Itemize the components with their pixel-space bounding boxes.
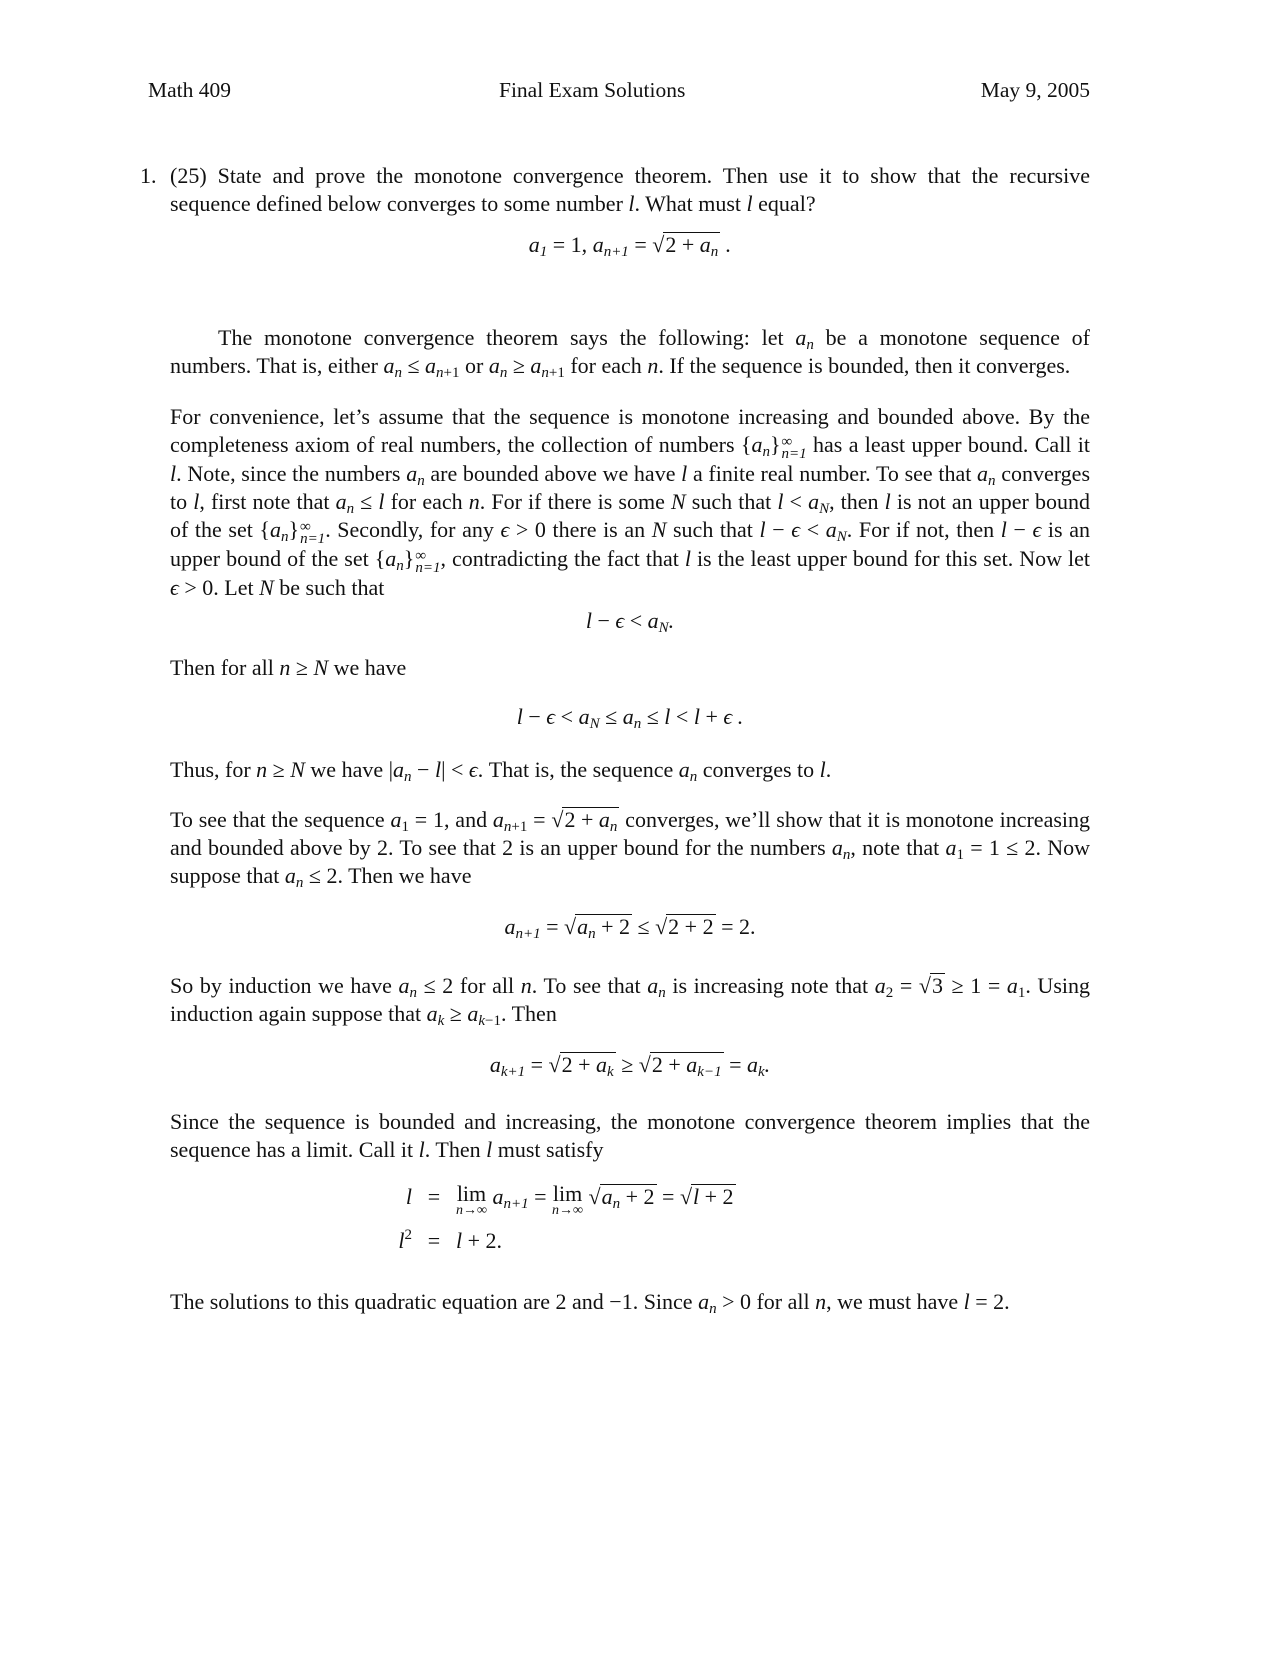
theorem-paragraph: The monotone convergence theorem says the following: let $a_n$ be a monotone sequence of numbers. That is, either $a_n \le a_{n+1}$ or $a_n \ge a_{n+1}$ for each n. If the sequence is bounded, then it converges. bbox=[170, 325, 1090, 381]
page-header bbox=[148, 78, 1090, 108]
limit-paragraph: Since the sequence is bounded and increasing, the monotone convergence theorem implies that the sequence has a limit. Call it l. Then l must satisfy bbox=[170, 1109, 1090, 1162]
document-title: Final Exam Solutions bbox=[499, 78, 686, 102]
limit-equation-row-1: l = lim n→∞ $a_{n+1} = \lim$ n→∞ $√a_n + 2 = √l + 2$ bbox=[405, 1181, 734, 1218]
limit-equations bbox=[372, 1181, 736, 1272]
conclusion-paragraph: Thus, for n ≥ N we have $|a_n - l| < \epsilon$. That is, the sequence $a_n$ converges to l. bbox=[170, 757, 832, 785]
equation-bound: $a_{n+1} = √a_n + 2 \le √2 + 2 = 2$. bbox=[504, 914, 756, 942]
equation-increasing: $a_{k+1} = √2 + a_k \ge √2 + a_{k-1} = a_k$. bbox=[489, 1052, 771, 1080]
problem-text: (25) State and prove the monotone convergence theorem. Then use it to show that the recursive sequence defined below converges to some number l. What must l equal? bbox=[170, 163, 1090, 216]
equation-chain: $l - \epsilon < a_N \le a_n \le l < l + \epsilon$ . bbox=[516, 704, 744, 732]
final-paragraph: The solutions to this quadratic equation are 2 and −1. Since $a_n > 0$ for all n, we must have l = 2. bbox=[170, 1289, 1010, 1317]
problem-number: 1. bbox=[140, 163, 157, 188]
limit-equation-row-2: $l^2$ = l + 2. bbox=[398, 1227, 503, 1253]
bounded-paragraph: To see that the sequence $a_1 = 1$, and $a_{n+1} = √2 + a_n$ converges, we’ll show that it is monotone increasing and bounded above by 2. To see that 2 is an upper bound for the numbers $a_n$, note that $a_1 = 1 \le 2$. Now suppose that $a_n \le 2$. Then we have bbox=[170, 807, 1091, 891]
course-label: Math 409 bbox=[148, 78, 232, 102]
then-for-all-text: Then for all n ≥ N we have bbox=[170, 655, 407, 680]
induction-paragraph: So by induction we have $a_n \le 2$ for all n. To see that $a_n$ is increasing note that $a_2 = √3 \ge 1 = a_1$. Using induction again suppose that $a_k \ge a_{k-1}$. Then bbox=[170, 973, 1090, 1029]
equation-l-minus-eps: $l - \epsilon < a_N$. bbox=[585, 608, 675, 636]
proof-paragraph: For convenience, let’s assume that the sequence is monotone increasing and bounded above. By the completeness axiom of real numbers, the collection of numbers $\{a_n\}$ ∞ n=1 has a least upper bound. Call it l. Note, since the numbers $a_n$ are bounded above we have l a finite real number. To see that $a_n$ converges to l, first note that $a_n \le l$ for each n. For if there is some N such that $l < a_N$, then l is not an upper bound of the set $\{a_n\}$ ∞ n=1 . Secondly, for any ϵ > 0 there is an N such that $l - \epsilon < a_N$. For if not, then l − ϵ is an upper bound of the set $\{a_n\}$ ∞ n=1 , contradicting the fact that l is the least upper bound for this set. Now let ϵ > 0. Let N be such that bbox=[170, 404, 1091, 600]
recursion-equation: $a_1 = 1$, $a_{n+1} = √2 + a_n$ . bbox=[528, 232, 732, 260]
document-body bbox=[140, 162, 1090, 1316]
exam-date: May 9, 2005 bbox=[980, 78, 1090, 102]
problem-statement bbox=[140, 162, 1090, 218]
